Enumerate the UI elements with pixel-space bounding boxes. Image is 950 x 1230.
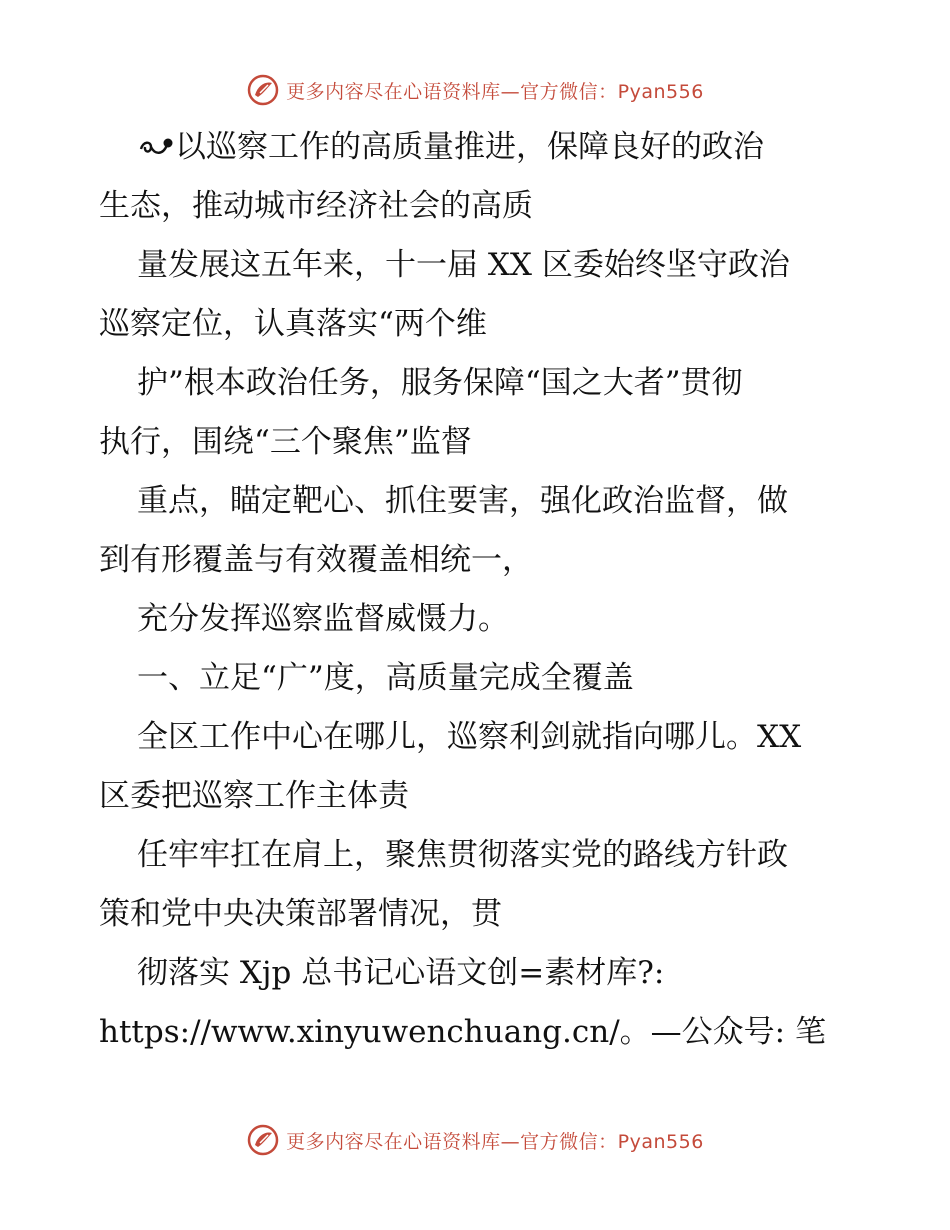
- text-line: [99, 118, 859, 177]
- brand-logo-icon: [246, 1123, 280, 1157]
- text-line: 全区工作中心在哪儿，巡察利剑就指向哪儿。XX: [137, 719, 802, 755]
- text-line: 重点，瞄定靶心、抓住要害，强化政治监督，做: [137, 483, 788, 519]
- url-line: https://www.xinyuwenchuang.cn/。—公众号: 笔: [99, 1014, 826, 1050]
- section-heading: 一、立足“广”度，高质量完成全覆盖: [137, 660, 634, 696]
- document-body: [99, 118, 859, 1062]
- text-line: 充分发挥巡察监督威慑力。: [137, 601, 509, 637]
- watermark-text: 更多内容尽在心语资料库—官方微信：Pyan556: [286, 80, 704, 103]
- brand-logo-icon: [246, 73, 280, 107]
- watermark-footer: [0, 1120, 950, 1160]
- text-line: 生态，推动城市经济社会的高质: [99, 188, 533, 224]
- watermark-text: 更多内容尽在心语资料库—官方微信：Pyan556: [286, 1130, 704, 1153]
- text-line: 到有形覆盖与有效覆盖相统一，: [99, 542, 533, 578]
- text-line: 护”根本政治任务，服务保障“国之大者”贯彻: [137, 365, 743, 401]
- text-line: 区委把巡察工作主体责: [99, 778, 409, 814]
- text-line: 执行，围绕“三个聚焦”监督: [99, 424, 472, 460]
- text-line: 彻落实 Xjp 总书记心语文创=素材库?:: [137, 955, 665, 991]
- text-line: 任牢牢扛在肩上，聚焦贯彻落实党的路线方针政: [137, 837, 788, 873]
- text-line: 策和党中央决策部署情况，贯: [99, 896, 502, 932]
- text-line: 巡察定位，认真落实“两个维: [99, 306, 487, 342]
- watermark-header: [0, 70, 950, 110]
- ornament-bullet-icon: [137, 131, 175, 161]
- text-line-content: 以巡察工作的高质量推进，保障良好的政治: [175, 129, 764, 165]
- text-line: 量发展这五年来，十一届 XX 区委始终坚守政治: [137, 247, 790, 283]
